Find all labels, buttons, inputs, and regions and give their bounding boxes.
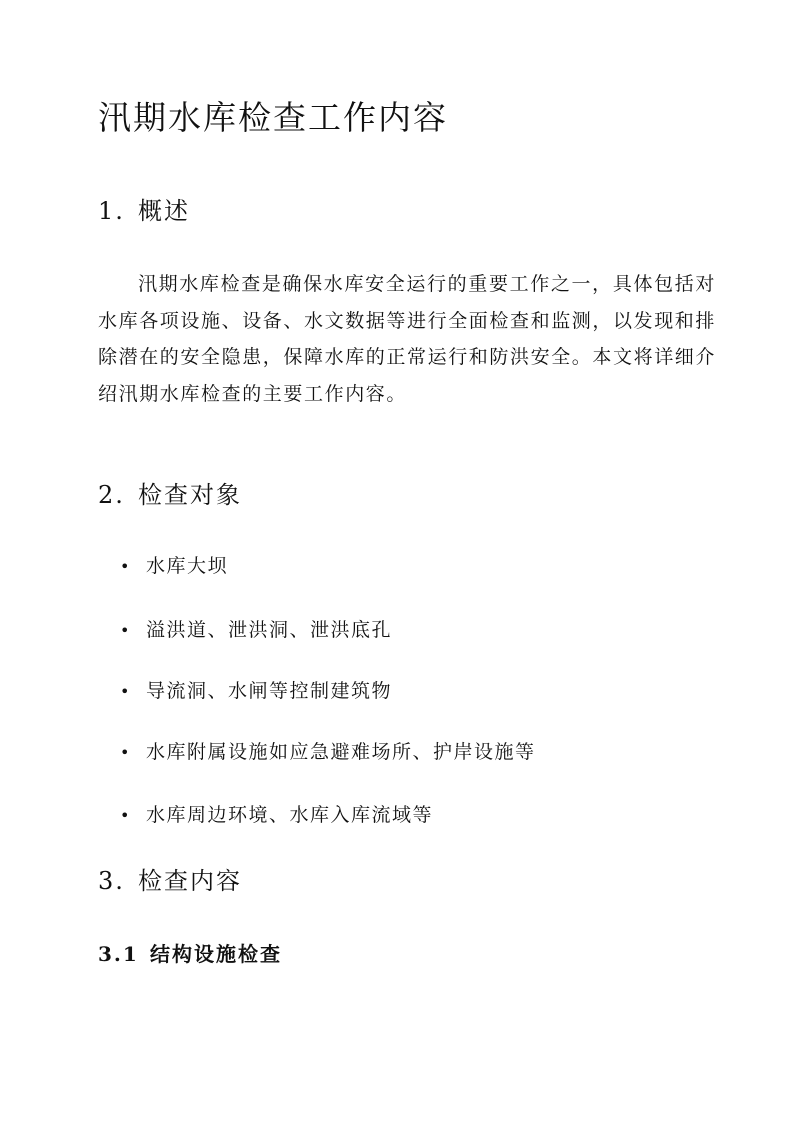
section-number: 3. xyxy=(98,867,125,895)
list-item xyxy=(120,739,536,766)
list-item-text: 导流洞、水闸等控制建筑物 xyxy=(146,680,393,702)
list-item-text: 水库周边环境、水库入库流域等 xyxy=(146,804,434,826)
section-heading-inspection-objects xyxy=(98,480,242,510)
overview-paragraph: 汛期水库检查是确保水库安全运行的重要工作之一，具体包括对水库各项设施、设备、水文数据等进行全面检查和监测，以发现和排除潜在的安全隐患，保障水库的正常运行和防洪安全。本文将详细介绍汛期水库检查的主要工作内容。 xyxy=(98,273,717,405)
bullet-icon: • xyxy=(120,682,131,701)
list-item xyxy=(120,678,392,705)
section-number: 1. xyxy=(98,197,125,225)
section-number: 2. xyxy=(98,481,125,509)
list-item xyxy=(120,802,433,829)
subsection-heading-structure xyxy=(98,940,282,968)
section-title: 概述 xyxy=(138,197,190,225)
list-item-text: 水库大坝 xyxy=(146,555,229,577)
list-item-text: 水库附属设施如应急避难场所、护岸设施等 xyxy=(146,741,536,763)
section-title: 检查对象 xyxy=(138,481,242,509)
subsection-number: 3.1 xyxy=(98,942,139,966)
page-title: 汛期水库检查工作内容 xyxy=(98,98,448,137)
section-title: 检查内容 xyxy=(138,867,242,895)
bullet-icon: • xyxy=(120,743,131,762)
section-heading-inspection-content xyxy=(98,866,242,896)
list-item xyxy=(120,553,228,580)
subsection-title: 结构设施检查 xyxy=(150,942,282,966)
bullet-icon: • xyxy=(120,557,131,576)
bullet-icon: • xyxy=(120,621,131,640)
section-heading-overview xyxy=(98,196,190,226)
bullet-icon: • xyxy=(120,806,131,825)
list-item-text: 溢洪道、泄洪洞、泄洪底孔 xyxy=(146,619,393,641)
list-item xyxy=(120,617,392,644)
